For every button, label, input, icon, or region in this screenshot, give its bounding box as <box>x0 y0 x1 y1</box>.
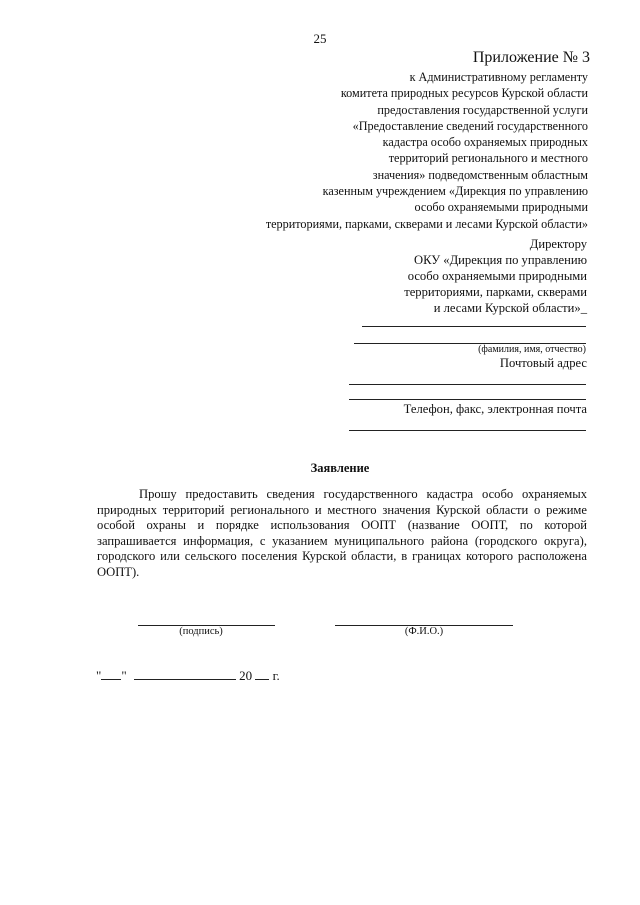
appendix-description <box>266 69 588 232</box>
contacts-line <box>349 430 586 431</box>
addressee-line: ОКУ «Дирекция по управлению <box>413 253 587 267</box>
appendix-line: казенным учреждением «Дирекция по управлению <box>322 184 588 199</box>
day-blank <box>101 668 121 680</box>
addressee-block <box>404 236 587 316</box>
appendix-line: кадастра особо охраняемых природных <box>382 135 588 150</box>
appendix-line: к Административному регламенту <box>409 70 588 84</box>
fio-caption: (фамилия, имя, отчество) <box>478 344 586 355</box>
year-suffix: г. <box>272 668 280 683</box>
addressee-line: и лесами Курской области»_ <box>433 301 587 315</box>
year-prefix: 20 <box>239 668 253 683</box>
addressee-line: Директору <box>529 237 587 251</box>
appendix-line: особо охраняемыми природными <box>414 200 588 215</box>
addressee-line: особо охраняемыми природными <box>407 269 587 283</box>
appendix-line: «Предоставление сведений государственного <box>352 118 588 133</box>
postal-address-label: Почтовый адрес <box>499 356 587 370</box>
contacts-label: Телефон, факс, электронная почта <box>403 402 587 416</box>
postal-address-line-2 <box>349 399 586 400</box>
appendix-title: Приложение № 3 <box>472 49 590 66</box>
date-quote-close: " <box>121 668 127 683</box>
postal-address-line-1 <box>349 384 586 385</box>
year-blank <box>255 668 269 680</box>
signature-caption: (подпись) <box>179 626 223 637</box>
date-quote-open: " <box>96 668 102 683</box>
addressee-line: территориями, парками, скверами <box>404 285 587 299</box>
fio-signature-caption: (Ф.И.О.) <box>404 626 444 637</box>
statement-heading: Заявление <box>310 461 370 475</box>
appendix-line: территориями, парками, скверами и лесами Курской области» <box>265 216 588 231</box>
page-number: 25 <box>313 31 327 46</box>
fio-line-1 <box>362 326 586 327</box>
appendix-line: предоставления государственной услуги <box>377 102 588 117</box>
appendix-line: комитета природных ресурсов Курской области <box>340 86 588 101</box>
appendix-line: территорий регионального и местного <box>388 151 588 166</box>
month-blank <box>134 668 236 680</box>
statement-body: Прошу предоставить сведения государственного кадастра особо охраняемых природных территорий регионального и местного значения Курской области о режиме особой охраны и порядке использования ООПТ (название ООПТ, по которой запрашивается информация, с указанием муниципального района (городского округа), городского или сельского поселения Курской области, в границах которого расположена ООПТ). <box>97 487 587 579</box>
date-line <box>96 668 280 684</box>
appendix-line: значения» подведомственным областным <box>372 167 588 182</box>
